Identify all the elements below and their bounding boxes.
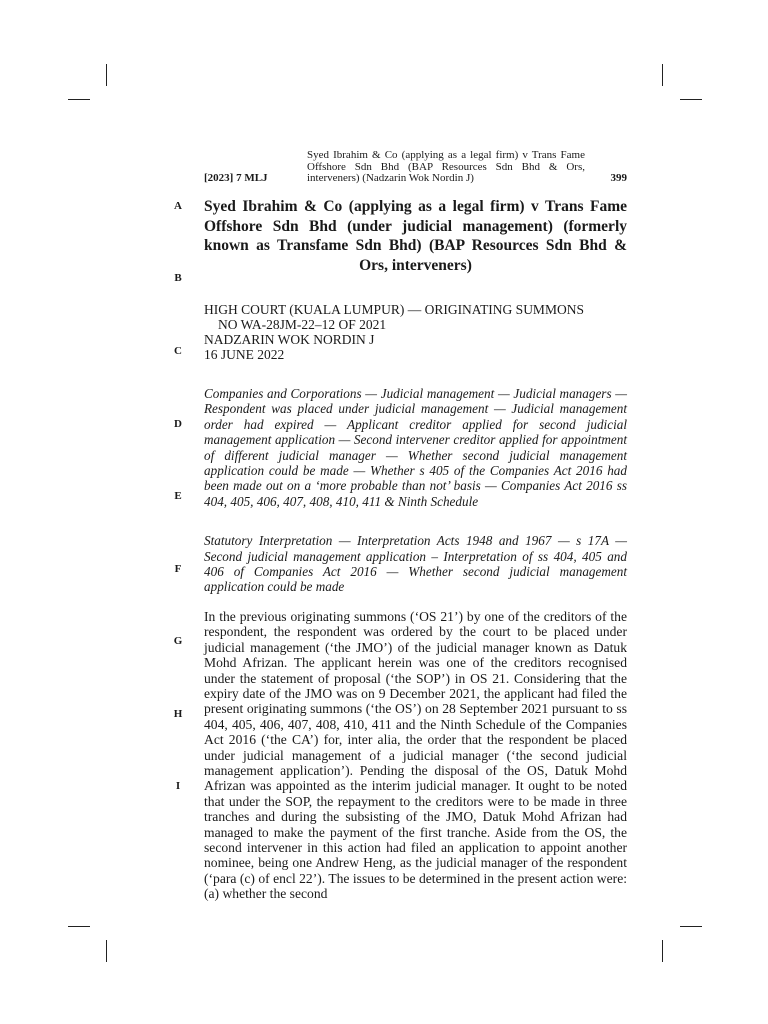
margin-letter: G: [173, 635, 183, 647]
crop-mark-top-left-vertical: [106, 64, 107, 86]
crop-mark-top-right-horizontal: [680, 99, 702, 100]
catchwords-companies: Companies and Corporations — Judicial management — Judicial managers — Respondent was placed under judicial management — Judicial management order had expired — Applicant creditor applied for second judicial management application — Second intervener creditor applied for appointment of different judicial manager — Whether second judicial management application could be made — Whether s 405 of the Companies Act 2016 had been made out on a ‘more probable than not’ basis — Companies Act 2016 ss 404, 405, 406, 407, 408, 410, 411 & Ninth Schedule: [204, 386, 627, 509]
running-header: [204, 150, 627, 190]
margin-letter: A: [174, 200, 182, 212]
running-title: Syed Ibrahim & Co (applying as a legal firm) v Trans Fame Offshore Sdn Bhd (BAP Resources Sdn Bhd & Ors, interveners) (Nadzarin Wok Nordin J): [307, 149, 585, 184]
margin-letter: H: [173, 708, 183, 720]
page-content: [204, 197, 627, 915]
case-title: Syed Ibrahim & Co (applying as a legal firm) v Trans Fame Offshore Sdn Bhd (under judicial management) (formerly known as Transfame Sdn Bhd) (BAP Resources Sdn Bhd & Ors, interveners): [204, 198, 627, 274]
decision-date: 16 JUNE 2022: [204, 347, 285, 362]
margin-letter: B: [174, 272, 182, 284]
catchwords-statutory-interpretation: Statutory Interpretation — Interpretation Acts 1948 and 1967 — s 17A — Second judicial management application – Interpretation of ss 404, 405 and 406 of Companies Act 2016 — Whether second judicial management application could be made: [204, 533, 627, 595]
court-name: HIGH COURT (KUALA LUMPUR) — ORIGINATING SUMMONS: [204, 302, 584, 317]
margin-letter: F: [174, 563, 182, 575]
headnote-body: In the previous originating summons (‘OS 21’) by one of the creditors of the respondent, the respondent was ordered by the court to be placed under judicial management (‘the JMO’) of the judicial manager known as Datuk Mohd Afrizan. The applicant herein was one of the creditors recognised under the statement of proposal (‘the SOP’) in OS 21. Considering that the expiry date of the JMO was on 9 December 2021, the applicant had filed the present originating summons (‘the OS’) on 28 September 2021 pursuant to ss 404, 405, 406, 407, 408, 410, 411 and the Ninth Schedule of the Companies Act 2016 (‘the CA’) for, inter alia, the order that the respondent be placed under judicial management of a judicial manager (‘the second judicial management application’). Pending the disposal of the OS, Datuk Mohd Afrizan was appointed as the interim judicial manager. It ought to be noted that under the SOP, the repayment to the creditors were to be made in three tranches and during the subsisting of the JMO, Datuk Mohd Afrizan had managed to make the payment of the first tranche. Aside from the OS, the second intervener in this action had filed an application to appoint another nominee, being one Andrew Heng, as the judicial manager of the respondent (‘para (c) of encl 22’). The issues to be determined in the present action were: (a) whether the second: [204, 608, 627, 902]
margin-letter: C: [174, 345, 182, 357]
margin-letters: [168, 0, 188, 1024]
crop-mark-bottom-right-horizontal: [680, 926, 702, 927]
court-details: [204, 302, 627, 362]
crop-mark-bottom-left-horizontal: [68, 926, 90, 927]
margin-letter: D: [174, 418, 182, 430]
margin-letter: E: [174, 490, 182, 502]
crop-mark-top-right-vertical: [662, 64, 663, 86]
judge-name: NADZARIN WOK NORDIN J: [204, 332, 375, 347]
margin-letter: I: [175, 780, 181, 792]
crop-mark-bottom-right-vertical: [662, 940, 663, 962]
crop-mark-top-left-horizontal: [68, 99, 90, 100]
case-number: NO WA-28JM-22–12 OF 2021: [218, 317, 387, 332]
page-number: 399: [610, 172, 627, 184]
citation: [2023] 7 MLJ: [204, 172, 268, 184]
crop-mark-bottom-left-vertical: [106, 940, 107, 962]
